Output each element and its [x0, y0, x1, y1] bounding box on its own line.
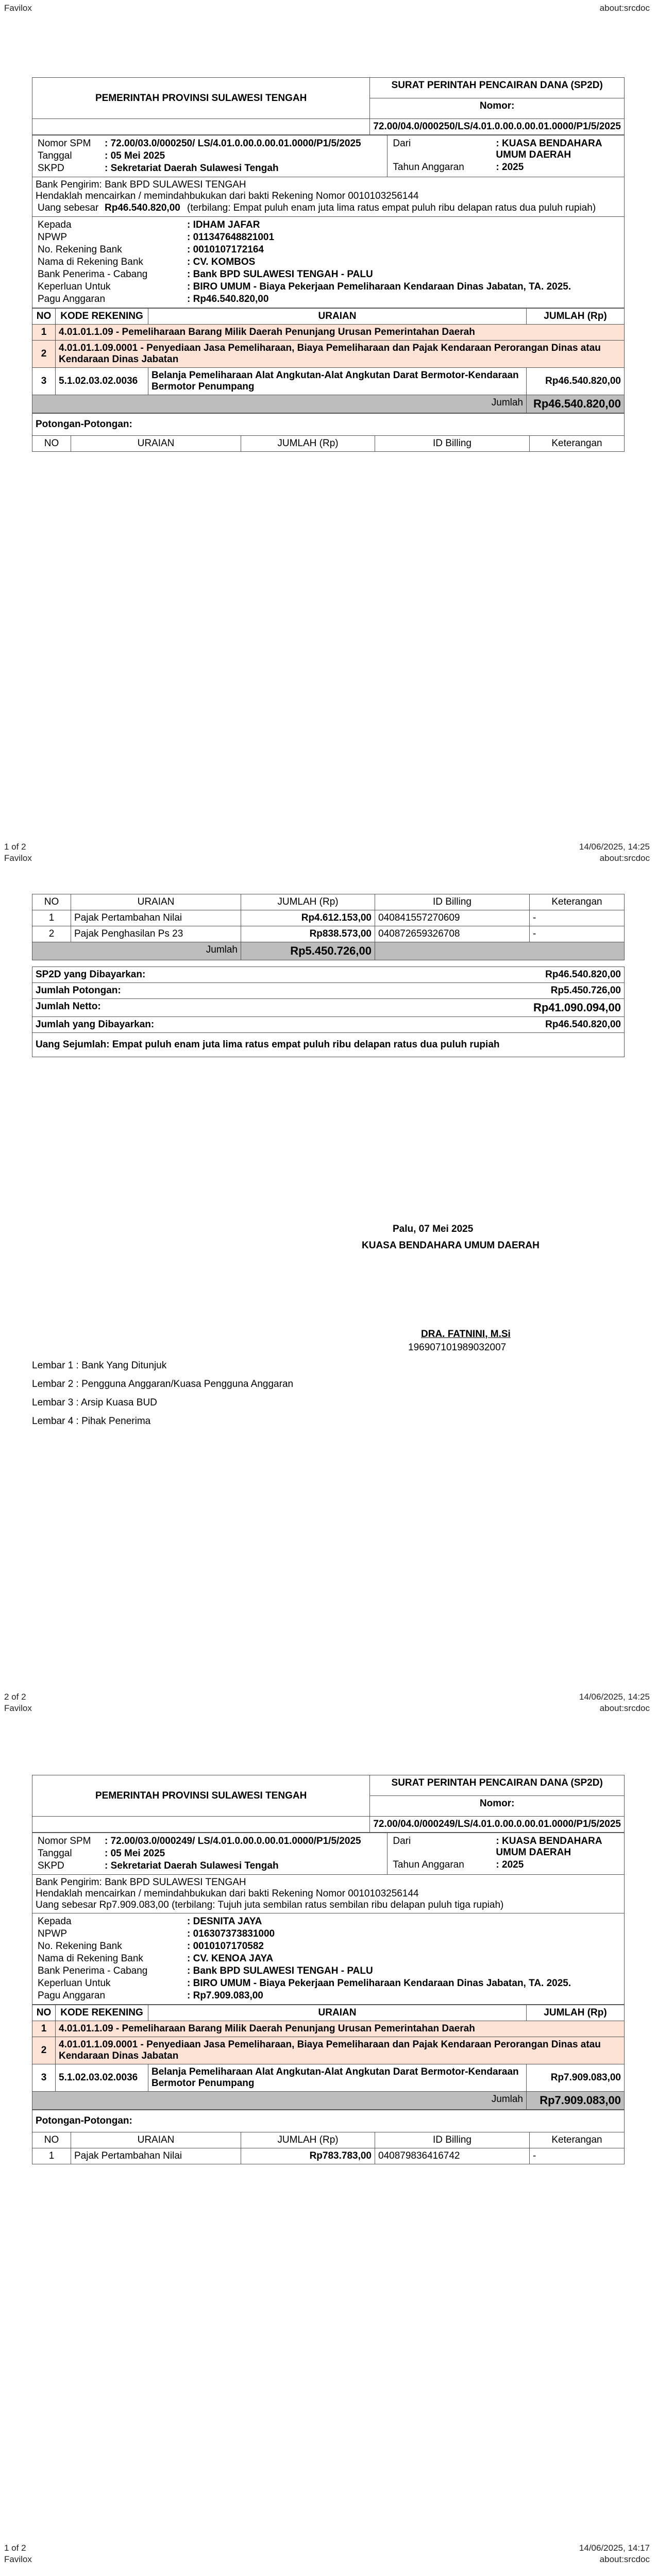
pagu-label: Pagu Anggaran: [38, 294, 106, 304]
pot-row-no: 1: [32, 2148, 71, 2164]
namabank-value: : CV. KENOA JAYA: [187, 1953, 274, 1964]
skpd-label: SKPD: [38, 163, 64, 174]
total-row: [32, 395, 625, 413]
table-row: [32, 2064, 625, 2092]
tanggal-value: : 05 Mei 2025: [105, 1848, 165, 1859]
netto-value: Rp41.090.094,00: [370, 999, 624, 1017]
pot-row-billing: 040841557270609: [375, 910, 530, 926]
col-uraian: URAIAN: [148, 309, 527, 325]
jpot-label: Jumlah Potongan:: [32, 983, 370, 999]
potongan-table: [32, 2110, 625, 2164]
col-uraian: URAIAN: [148, 2005, 527, 2021]
nomor-label: Nomor:: [370, 98, 625, 119]
lembar-item: Lembar 2 : Pengguna Anggaran/Kuasa Pengguna Anggaran: [32, 1379, 294, 1389]
dari-value: : KUASA BENDAHARA UMUM DAERAH: [496, 138, 602, 160]
favicon-label: Favilox: [4, 853, 32, 863]
npwp-value: : 016307373831000: [187, 1928, 275, 1939]
page-counter: 1 of 2: [4, 2543, 26, 2553]
col-jumlah: JUMLAH (Rp): [527, 2005, 625, 2021]
norek-value: : 0010107170582: [187, 1941, 264, 1952]
pot-row-no: 2: [32, 926, 71, 942]
spm-label: Nomor SPM: [38, 138, 91, 149]
sp2d-document-a-sheet2: [32, 894, 625, 1057]
spm-info-table: [32, 135, 625, 308]
gov-title: PEMERINTAH PROVINSI SULAWESI TENGAH: [32, 78, 370, 119]
nomor-value: 72.00/04.0/000249/LS/4.01.0.00.0.00.01.0000/P1/5/2025: [370, 1817, 625, 1833]
pot-col-billing: ID Billing: [375, 2132, 530, 2148]
row-kode: 5.1.02.03.02.0036: [56, 368, 148, 395]
signer-nip: 196907101989032007: [408, 1342, 507, 1353]
netto-label: Jumlah Netto:: [32, 999, 370, 1017]
spm-value: : 72.00/03.0/000249/ LS/4.01.0.00.0.00.01.0000/P1/5/2025: [105, 1836, 361, 1846]
pagu-value: : Rp46.540.820,00: [187, 294, 269, 304]
skpd-value: : Sekretariat Daerah Sulawesi Tengah: [105, 163, 279, 174]
col-kode: KODE REKENING: [56, 2005, 148, 2021]
potongan-label: Potongan-Potongan:: [32, 2110, 625, 2132]
namabank-label: Nama di Rekening Bank: [38, 1953, 143, 1964]
norek-value: : 0010107172164: [187, 244, 264, 255]
favicon-label: Favilox: [4, 1703, 32, 1713]
pot-col-uraian: URAIAN: [71, 436, 241, 452]
pot-jumlah-value: Rp5.450.726,00: [241, 942, 375, 960]
kepada-label: Kepada: [38, 1916, 72, 1927]
pot-row-jumlah: Rp783.783,00: [241, 2148, 375, 2164]
pot-row-uraian: Pajak Pertambahan Nilai: [71, 910, 241, 926]
lembar-item: Lembar 4 : Pihak Penerima: [32, 1416, 151, 1427]
skpd-value: : Sekretariat Daerah Sulawesi Tengah: [105, 1860, 279, 1871]
npwp-label: NPWP: [38, 1928, 67, 1939]
print-timestamp: 14/06/2025, 14:25: [579, 842, 650, 852]
pot-row-jumlah: Rp4.612.153,00: [241, 910, 375, 926]
npwp-value: : 011347648821001: [187, 232, 275, 243]
sp2d-value: Rp46.540.820,00: [545, 969, 621, 980]
tahun-value: : 2025: [496, 1859, 524, 1870]
sp2d-label: SP2D yang Dibayarkan:: [36, 969, 146, 980]
keperluan-value: : BIRO UMUM - Biaya Pekerjaan Pemeliharaan Kendaraan Dinas Jabatan, TA. 2025.: [187, 1978, 571, 1989]
row-uraian: 4.01.01.1.09 - Pemeliharaan Barang Milik Daerah Penunjang Urusan Pemerintahan Daerah: [56, 325, 625, 341]
pot-col-ket: Keterangan: [530, 894, 625, 910]
pot-col-ket: Keterangan: [530, 2132, 625, 2148]
signer-name: DRA. FATNINI, M.Si: [421, 1329, 511, 1340]
uang-line: Uang sebesar Rp7.909.083,00 (terbilang: Tujuh juta sembilan ratus sembilan ribu delapan puluh tiga rupiah): [36, 1900, 504, 1910]
potongan-table: [32, 894, 625, 960]
row-kode: 5.1.02.03.02.0036: [56, 2064, 148, 2092]
col-no: NO: [32, 2005, 56, 2021]
row-no: 2: [32, 341, 56, 368]
tanggal-label: Tanggal: [38, 150, 72, 161]
jumlah-value: Rp46.540.820,00: [527, 395, 625, 413]
pot-row-ket: -: [530, 2148, 625, 2164]
dari-label: Dari: [393, 138, 411, 149]
row-uraian: Belanja Pemeliharaan Alat Angkutan-Alat Angkutan Darat Bermotor-Kendaraan Bermotor Penumpang: [148, 2064, 527, 2092]
sp2d-title-table: [32, 1775, 625, 1833]
table-row: [32, 910, 625, 926]
penerima-label: Bank Penerima - Cabang: [38, 269, 148, 280]
potongan-table: [32, 413, 625, 452]
namabank-value: : CV. KOMBOS: [187, 257, 256, 267]
table-row: [32, 926, 625, 942]
nomor-value: 72.00/04.0/000250/LS/4.01.0.00.0.00.01.0000/P1/5/2025: [370, 119, 625, 135]
header-url[interactable]: about:srcdoc: [599, 853, 650, 863]
sp2d-document-a: [32, 77, 625, 452]
tahun-value: : 2025: [496, 162, 524, 173]
rekening-table: [32, 308, 625, 413]
jpot-value: Rp5.450.726,00: [370, 983, 624, 999]
row-jumlah: Rp7.909.083,00: [527, 2064, 625, 2092]
dari-value: : KUASA BENDAHARA UMUM DAERAH: [496, 1836, 602, 1858]
penerima-value: : Bank BPD SULAWESI TENGAH - PALU: [187, 269, 373, 280]
terbilang: Uang Sejumlah: Empat puluh enam juta lima ratus empat puluh ribu delapan ratus dua puluh rupiah: [32, 1033, 625, 1057]
lembar-list: [32, 1360, 625, 1434]
pot-row-uraian: Pajak Penghasilan Ps 23: [71, 926, 241, 942]
pot-row-billing: 040879836416742: [375, 2148, 530, 2164]
row-no: 3: [32, 368, 56, 395]
uang-value: Rp46.540.820,00: [105, 202, 180, 213]
pot-col-billing: ID Billing: [375, 894, 530, 910]
col-no: NO: [32, 309, 56, 325]
table-row: [32, 2037, 625, 2064]
pot-col-uraian: URAIAN: [71, 894, 241, 910]
kepada-label: Kepada: [38, 219, 72, 230]
pot-row-uraian: Pajak Pertambahan Nilai: [71, 2148, 241, 2164]
print-timestamp: 14/06/2025, 14:17: [579, 2543, 650, 2553]
tanggal-label: Tanggal: [38, 1848, 72, 1859]
lembar-item: Lembar 1 : Bank Yang Ditunjuk: [32, 1360, 167, 1371]
pot-total-row: [32, 942, 625, 960]
pot-col-billing: ID Billing: [375, 436, 530, 452]
page-counter: 1 of 2: [4, 842, 26, 852]
sp2d-title-table: [32, 77, 625, 135]
skpd-label: SKPD: [38, 1860, 64, 1871]
pot-row-jumlah: Rp838.573,00: [241, 926, 375, 942]
dibayar-value: Rp46.540.820,00: [370, 1017, 624, 1033]
bank-pengirim: Bank Pengirim: Bank BPD SULAWESI TENGAH: [36, 1877, 246, 1888]
keperluan-label: Keperluan Untuk: [38, 281, 111, 292]
row-uraian: 4.01.01.1.09.0001 - Penyediaan Jasa Pemeliharaan, Biaya Pemeliharaan dan Pajak Kendaraan Perorangan Dinas atau Kendaraan Dinas Jabatan: [56, 341, 625, 368]
dari-label: Dari: [393, 1836, 411, 1846]
rekening-table: [32, 2005, 625, 2110]
pot-row-billing: 040872659326708: [375, 926, 530, 942]
hendaklah: Hendaklah mencairkan / memindahbukukan dari bakti Rekening Nomor 0010103256144: [36, 191, 419, 201]
page-counter: 2 of 2: [4, 1692, 26, 1702]
pot-col-jumlah: JUMLAH (Rp): [241, 894, 375, 910]
pagu-label: Pagu Anggaran: [38, 1990, 106, 2001]
tanggal-value: : 05 Mei 2025: [105, 150, 165, 161]
print-timestamp: 14/06/2025, 14:25: [579, 1692, 650, 1702]
summary-table: [32, 967, 625, 1057]
sp2d-document-b: [32, 1775, 625, 2164]
bank-pengirim: Bank Pengirim: Bank BPD SULAWESI TENGAH: [36, 179, 246, 190]
col-kode: KODE REKENING: [56, 309, 148, 325]
penerima-value: : Bank BPD SULAWESI TENGAH - PALU: [187, 1965, 373, 1976]
pot-row-ket: -: [530, 910, 625, 926]
kepada-value: : DESNITA JAYA: [187, 1916, 262, 1927]
pot-col-no: NO: [32, 2132, 71, 2148]
header-url[interactable]: about:srcdoc: [599, 2554, 650, 2564]
header-url[interactable]: about:srcdoc: [599, 3, 650, 13]
pot-col-uraian: URAIAN: [71, 2132, 241, 2148]
signer-title: KUASA BENDAHARA UMUM DAERAH: [362, 1240, 540, 1251]
spm-info-table: [32, 1833, 625, 2005]
pot-col-no: NO: [32, 436, 71, 452]
tahun-label: Tahun Anggaran: [393, 162, 464, 173]
pagu-value: : Rp7.909.083,00: [187, 1990, 263, 2001]
jumlah-label: Jumlah: [32, 395, 527, 413]
nomor-label: Nomor:: [370, 1796, 625, 1817]
table-row: [32, 341, 625, 368]
spm-label: Nomor SPM: [38, 1836, 91, 1846]
uang-terbilang: (terbilang: Empat puluh enam juta lima ratus empat puluh ribu delapan ratus dua puluh rupiah): [187, 202, 596, 213]
pot-row-no: 1: [32, 910, 71, 926]
table-row: [32, 368, 625, 395]
norek-label: No. Rekening Bank: [38, 1941, 122, 1952]
namabank-label: Nama di Rekening Bank: [38, 257, 143, 267]
potongan-label: Potongan-Potongan:: [32, 414, 625, 436]
pot-col-jumlah: JUMLAH (Rp): [241, 436, 375, 452]
uang-label: Uang sebesar: [38, 202, 99, 213]
doc-title: SURAT PERINTAH PENCAIRAN DANA (SP2D): [370, 1775, 625, 1796]
hendaklah: Hendaklah mencairkan / memindahbukukan dari bakti Rekening Nomor 0010103256144: [36, 1888, 419, 1899]
row-uraian: 4.01.01.1.09.0001 - Penyediaan Jasa Pemeliharaan, Biaya Pemeliharaan dan Pajak Kendaraan Perorangan Dinas atau Kendaraan Dinas Jabatan: [56, 2037, 625, 2064]
place-date: Palu, 07 Mei 2025: [393, 1224, 474, 1234]
spm-value: : 72.00/03.0/000250/ LS/4.01.0.00.0.00.01.0000/P1/5/2025: [105, 138, 361, 149]
jumlah-label: Jumlah: [32, 2092, 527, 2110]
pot-row-ket: -: [530, 926, 625, 942]
doc-title: SURAT PERINTAH PENCAIRAN DANA (SP2D): [370, 78, 625, 98]
row-uraian: Belanja Pemeliharaan Alat Angkutan-Alat Angkutan Darat Bermotor-Kendaraan Bermotor Penumpang: [148, 368, 527, 395]
total-row: [32, 2092, 625, 2110]
pot-jumlah-label: Jumlah: [32, 942, 241, 960]
row-no: 3: [32, 2064, 56, 2092]
col-jumlah: JUMLAH (Rp): [527, 309, 625, 325]
row-no: 1: [32, 2021, 56, 2037]
table-row: [32, 2148, 625, 2164]
row-jumlah: Rp46.540.820,00: [527, 368, 625, 395]
tahun-label: Tahun Anggaran: [393, 1859, 464, 1870]
gov-title: PEMERINTAH PROVINSI SULAWESI TENGAH: [32, 1775, 370, 1817]
signature-block: [32, 1224, 625, 1353]
row-no: 1: [32, 325, 56, 341]
table-row: [32, 325, 625, 341]
pot-col-jumlah: JUMLAH (Rp): [241, 2132, 375, 2148]
dibayar-label: Jumlah yang Dibayarkan:: [32, 1017, 370, 1033]
row-no: 2: [32, 2037, 56, 2064]
npwp-label: NPWP: [38, 232, 67, 243]
lembar-item: Lembar 3 : Arsip Kuasa BUD: [32, 1397, 157, 1408]
pot-col-no: NO: [32, 894, 71, 910]
row-uraian: 4.01.01.1.09 - Pemeliharaan Barang Milik Daerah Penunjang Urusan Pemerintahan Daerah: [56, 2021, 625, 2037]
header-url[interactable]: about:srcdoc: [599, 1703, 650, 1713]
table-row: [32, 2021, 625, 2037]
favicon-label: Favilox: [4, 2554, 32, 2564]
kepada-value: : IDHAM JAFAR: [187, 219, 260, 230]
norek-label: No. Rekening Bank: [38, 244, 122, 255]
penerima-label: Bank Penerima - Cabang: [38, 1965, 148, 1976]
jumlah-value: Rp7.909.083,00: [527, 2092, 625, 2110]
keperluan-value: : BIRO UMUM - Biaya Pekerjaan Pemeliharaan Kendaraan Dinas Jabatan, TA. 2025.: [187, 281, 571, 292]
favicon-label: Favilox: [4, 3, 32, 13]
pot-col-ket: Keterangan: [530, 436, 625, 452]
keperluan-label: Keperluan Untuk: [38, 1978, 111, 1989]
